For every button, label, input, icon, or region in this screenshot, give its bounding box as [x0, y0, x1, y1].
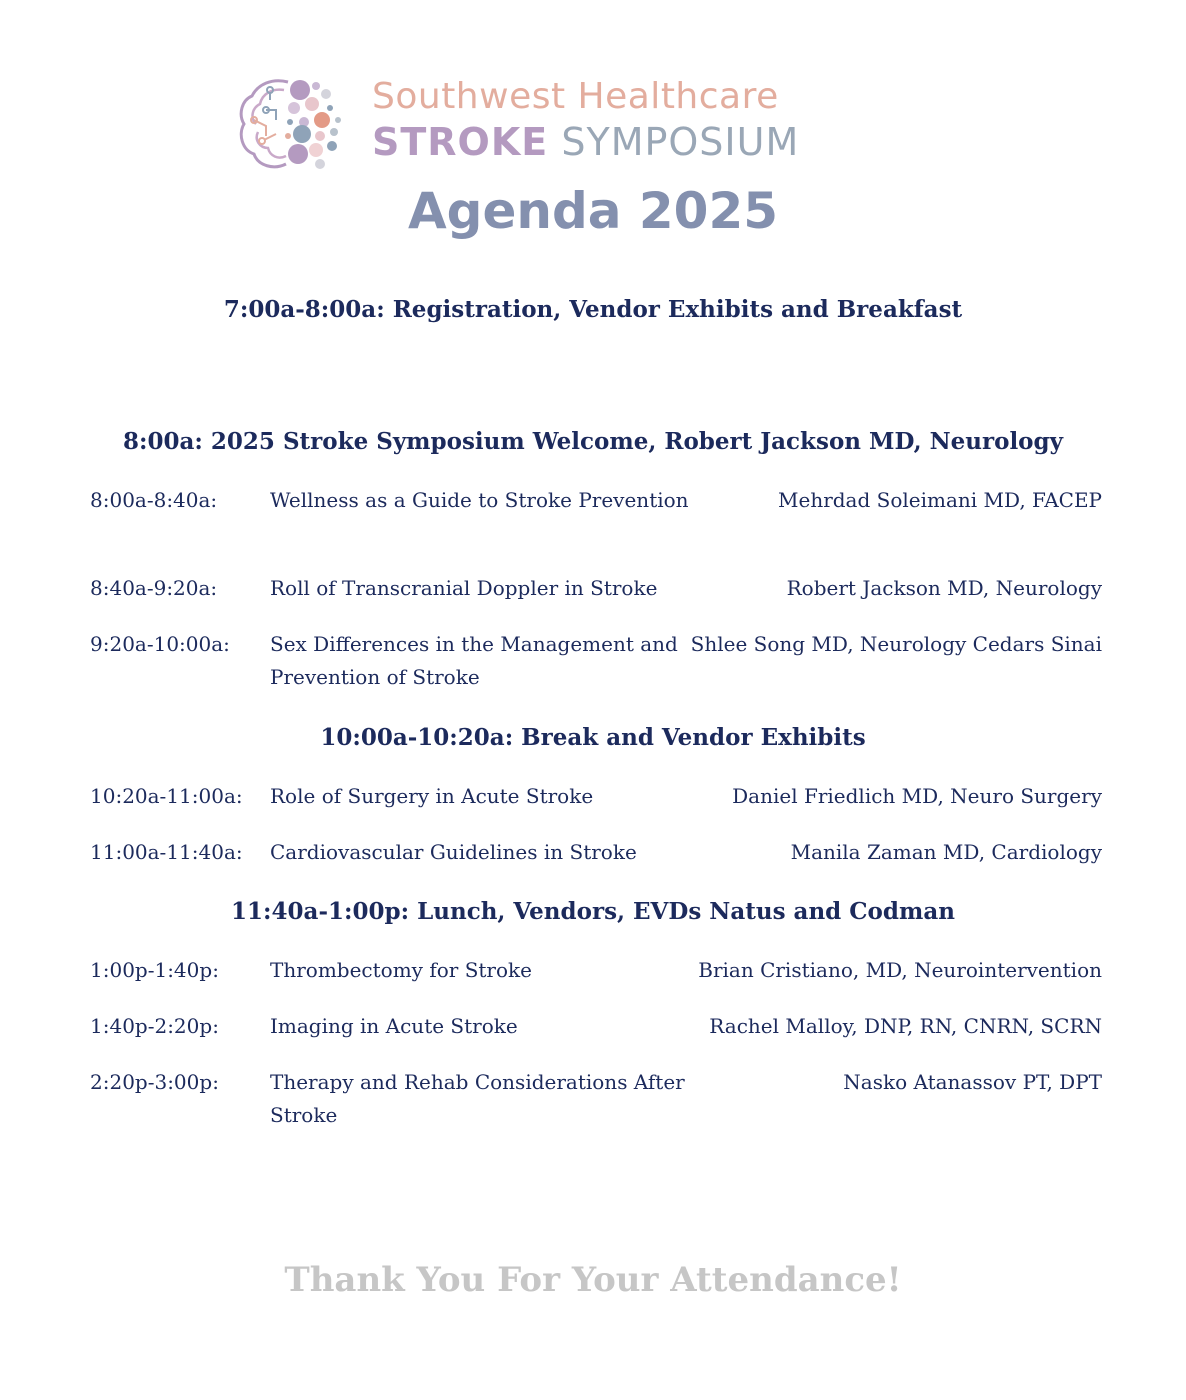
section-lunch: 11:40a-1:00p: Lunch, Vendors, EVDs Natus and Codman	[231, 898, 955, 925]
session-time: 8:00a-8:40a:	[90, 488, 218, 512]
session-time: 10:20a-11:00a:	[90, 784, 243, 808]
session-time: 1:40p-2:20p:	[90, 1014, 219, 1038]
session-speaker: Shlee Song MD, Neurology Cedars Sinai	[690, 632, 1102, 656]
symposium-logo	[236, 74, 856, 174]
logo-line-southwest-healthcare: Southwest Healthcare	[372, 76, 779, 117]
session-time: 11:00a-11:40a:	[90, 840, 243, 864]
session-time: 9:20a-10:00a:	[90, 632, 230, 656]
session-title: Role of Surgery in Acute Stroke	[270, 784, 594, 808]
logo-word-symposium: SYMPOSIUM	[561, 120, 800, 164]
session-speaker: Daniel Friedlich MD, Neuro Surgery	[732, 784, 1102, 808]
logo-line-stroke-symposium	[372, 120, 799, 164]
session-speaker: Mehrdad Soleimani MD, FACEP	[778, 488, 1102, 512]
session-time: 1:00p-1:40p:	[90, 958, 219, 982]
logo-word-stroke: STROKE	[372, 120, 549, 164]
thank-you-message: Thank You For Your Attendance!	[284, 1260, 902, 1300]
session-title: Wellness as a Guide to Stroke Prevention	[270, 488, 689, 512]
session-speaker: Nasko Atanassov PT, DPT	[843, 1070, 1102, 1094]
session-title: Cardiovascular Guidelines in Stroke	[270, 840, 637, 864]
section-registration: 7:00a-8:00a: Registration, Vendor Exhibits and Breakfast	[223, 296, 963, 323]
brain-dots-icon	[236, 74, 346, 174]
session-speaker: Robert Jackson MD, Neurology	[786, 576, 1102, 600]
session-title: Sex Differences in the Management and Prevention of Stroke	[270, 632, 678, 689]
session-speaker: Manila Zaman MD, Cardiology	[790, 840, 1102, 864]
session-title: Thrombectomy for Stroke	[270, 958, 532, 982]
session-time: 2:20p-3:00p:	[90, 1070, 219, 1094]
session-speaker: Rachel Malloy, DNP, RN, CNRN, SCRN	[709, 1014, 1102, 1038]
page-title: Agenda 2025	[407, 182, 779, 240]
section-welcome: 8:00a: 2025 Stroke Symposium Welcome, Robert Jackson MD, Neurology	[123, 428, 1063, 455]
section-break: 10:00a-10:20a: Break and Vendor Exhibits	[320, 724, 866, 751]
session-title: Imaging in Acute Stroke	[270, 1014, 518, 1038]
session-title: Roll of Transcranial Doppler in Stroke	[270, 576, 658, 600]
session-title: Therapy and Rehab Considerations After Stroke	[270, 1070, 685, 1127]
session-speaker: Brian Cristiano, MD, Neurointervention	[698, 958, 1102, 982]
session-time: 8:40a-9:20a:	[90, 576, 218, 600]
